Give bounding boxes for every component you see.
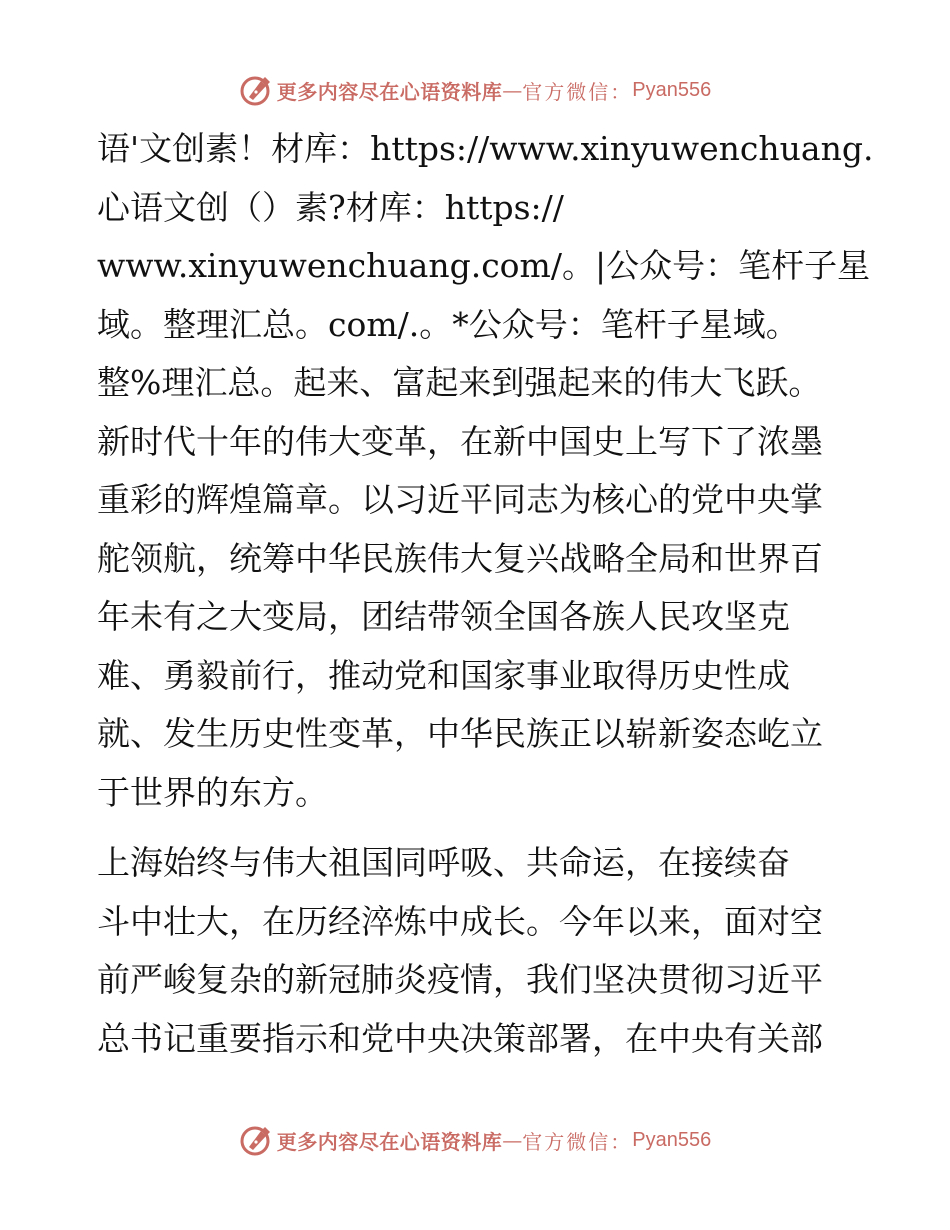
pen-nib-circle-icon bbox=[239, 73, 273, 107]
text-line: 重彩的辉煌篇章。以习近平同志为核心的党中央掌 bbox=[97, 480, 823, 519]
text-line: 整%理汇总。起来、富起来到强起来的伟大飞跃。 bbox=[97, 363, 822, 402]
paragraph-spacer bbox=[97, 822, 867, 834]
text-line: 难、勇毅前行，推动党和国家事业取得历史性成 bbox=[97, 655, 790, 695]
text-line: 就、发生历史性变革，中华民族正以崭新姿态屹立 bbox=[97, 714, 823, 753]
document-body bbox=[97, 120, 874, 1068]
header-banner bbox=[0, 70, 950, 110]
banner-dash: — bbox=[502, 1128, 523, 1152]
banner-dash: — bbox=[502, 78, 523, 102]
banner-wechat-id: Pyan556 bbox=[632, 1128, 712, 1151]
text-line: 语'文创素！材库：https://www.xinyuwenchuang. bbox=[97, 129, 874, 168]
text-line: 域。整理汇总。com/.。*公众号：笔杆子星域。 bbox=[97, 304, 799, 344]
text-line: 舵领航，统筹中华民族伟大复兴战略全局和世界百 bbox=[97, 538, 823, 578]
banner-site-name: 更多内容尽在心语资料库 bbox=[276, 79, 503, 104]
text-line: 前严峻复杂的新冠肺炎疫情，我们坚决贯彻习近平 bbox=[97, 960, 823, 999]
banner-wechat-id: Pyan556 bbox=[632, 78, 712, 101]
paragraph-2 bbox=[97, 834, 867, 1068]
pen-nib-circle-icon bbox=[239, 1123, 273, 1157]
text-line: 年未有之大变局，团结带领全国各族人民攻坚克 bbox=[97, 597, 790, 636]
text-line: 新时代十年的伟大变革，在新中国史上写下了浓墨 bbox=[97, 421, 823, 461]
text-line: 总书记重要指示和党中央决策部署，在中央有关部 bbox=[97, 1018, 823, 1058]
text-line: 上海始终与伟大祖国同呼吸、共命运，在接续奋 bbox=[97, 843, 790, 882]
paragraph-1 bbox=[97, 120, 874, 822]
text-line: 斗中壮大，在历经淬炼中成长。今年以来，面对空 bbox=[97, 901, 823, 941]
text-line: www.xinyuwenchuang.com/。|公众号：笔杆子星 bbox=[97, 246, 871, 285]
text-line: 于世界的东方。 bbox=[97, 772, 328, 812]
banner-wechat-label: 官方微信： bbox=[522, 1129, 633, 1154]
text-line: 心语文创（）素?材库：https:// bbox=[97, 187, 564, 227]
banner-wechat-label: 官方微信： bbox=[522, 79, 633, 104]
banner-site-name: 更多内容尽在心语资料库 bbox=[276, 1129, 503, 1154]
footer-banner bbox=[0, 1120, 950, 1160]
